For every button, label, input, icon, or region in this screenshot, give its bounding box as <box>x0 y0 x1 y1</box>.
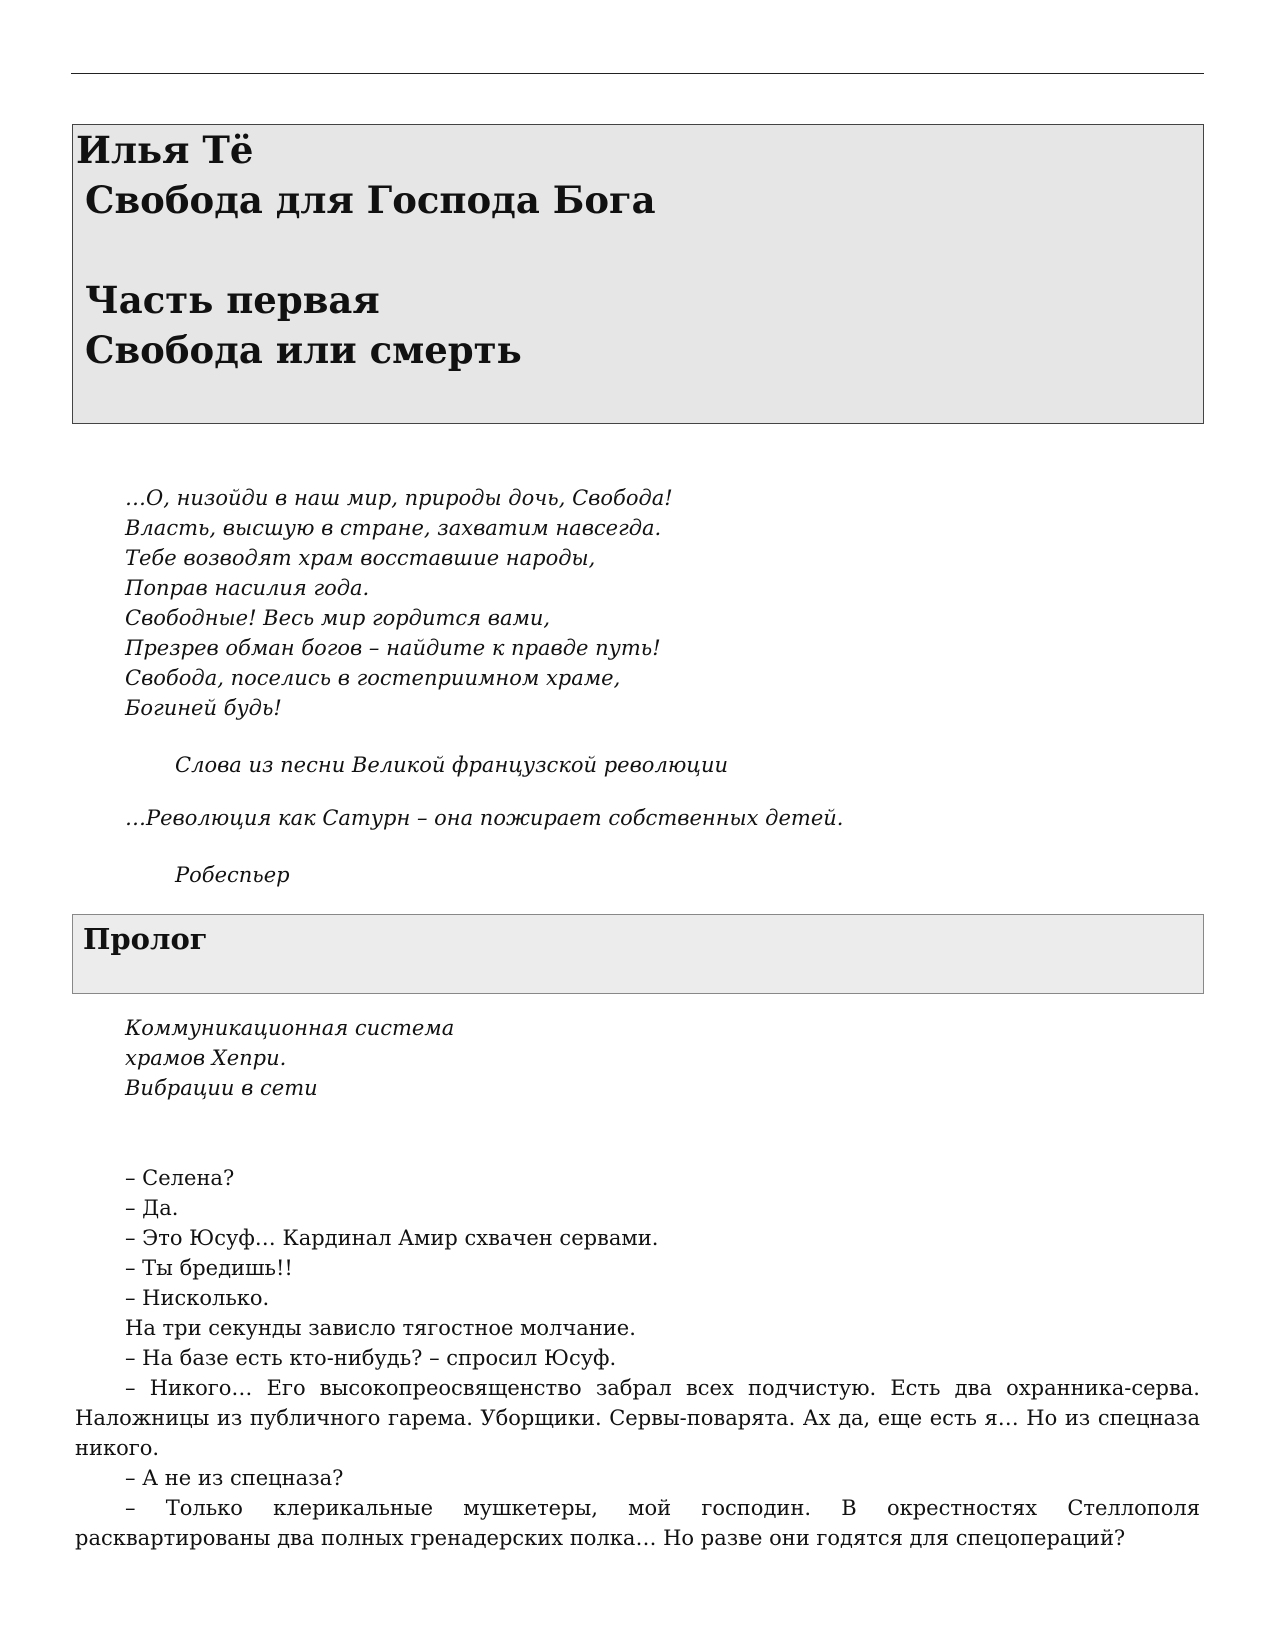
dialog-paragraph: – На базе есть кто-нибудь? – спросил Юсуф. <box>125 1346 617 1370</box>
dialog-paragraph: – Селена? <box>125 1166 235 1190</box>
prolog-heading-block <box>72 914 1204 994</box>
dialog-paragraph: – А не из спецназа? <box>125 1466 344 1490</box>
book-title: Свобода для Господа Бога <box>85 178 656 222</box>
comm-header <box>125 1013 454 1103</box>
poem-line: Поправ насилия года. <box>125 576 370 600</box>
poem-line: Свободные! Весь мир гордится вами, <box>125 606 551 630</box>
poem-line: Власть, высшую в стране, захватим навсегда. <box>125 516 662 540</box>
comm-line: Коммуникационная система <box>125 1016 455 1040</box>
poem-line: Тебе возводят храм восставшие народы, <box>125 546 596 570</box>
dialog-paragraph: – Ты бредишь!! <box>125 1256 293 1280</box>
poem-line: Свобода, поселись в гостеприимном храме, <box>125 666 621 690</box>
quote-attribution: Робеспьер <box>175 863 290 887</box>
poem-line: Презрев обман богов – найдите к правде путь! <box>125 636 661 660</box>
dialog-paragraph: – Только клерикальные мушкетеры, мой господин. В окрестностях Стеллополя расквартированы два полных гренадерских полка… Но разве они годятся для спецопераций? <box>75 1496 1200 1550</box>
prolog-title: Пролог <box>83 922 208 956</box>
dialog-paragraph: – Да. <box>125 1196 179 1220</box>
prolog-dialog <box>75 1163 1200 1553</box>
dialog-paragraph: На три секунды зависло тягостное молчание. <box>125 1316 636 1340</box>
poem-line: Богиней будь! <box>125 696 282 720</box>
dialog-paragraph: – Никого… Его высокопреосвященство забрал всех подчистую. Есть два охранника-серва. Наложницы из публичного гарема. Уборщики. Сервы-поварята. Ах да, еще есть я… Но из спецназа никого. <box>75 1376 1200 1460</box>
author-name: Илья Тё <box>76 128 254 172</box>
dialog-paragraph: – Это Юсуф… Кардинал Амир схвачен сервами. <box>125 1226 659 1250</box>
epigraph-quote: …Революция как Сатурн – она пожирает собственных детей. <box>125 806 844 830</box>
poem-line: …О, низойди в наш мир, природы дочь, Свобода! <box>125 486 673 510</box>
part-label: Часть первая <box>85 278 380 322</box>
poem-attribution: Слова из песни Великой французской революции <box>175 753 729 777</box>
dialog-paragraph: – Нисколько. <box>125 1286 270 1310</box>
part-title: Свобода или смерть <box>85 328 522 372</box>
comm-line: храмов Хепри. <box>125 1046 287 1070</box>
title-block <box>72 124 1204 424</box>
epigraph-poem <box>125 483 673 723</box>
top-rule <box>71 73 1204 74</box>
comm-line: Вибрации в сети <box>125 1076 318 1100</box>
